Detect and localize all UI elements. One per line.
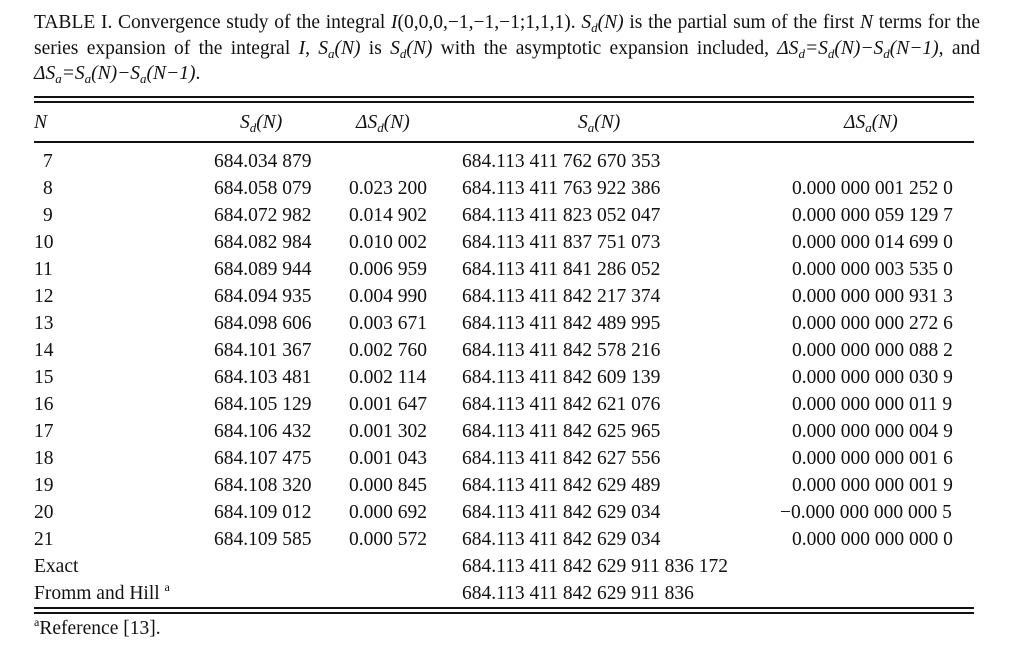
caption-integral-symbol: I: [298, 37, 306, 59]
cell-delta-sa: −0.000 000 000 000 5: [780, 502, 952, 523]
cell-n: 20: [34, 502, 54, 523]
cell-delta-sd: 0.014 902: [349, 205, 427, 226]
cell-sa: 684.113 411 842 625 965: [462, 421, 661, 442]
header-n: N: [34, 112, 48, 133]
table-caption: TABLE I. Convergence study of the integral I(0,0,0,−1,−1,−1;1,1,1). $S_d(N)$ is the partial sum of the first N terms for the series expansion of the integral I, $S_a(N)$ is $S_d(N)$ with the asymptotic expansion included, $\Delta S_d=S_d(N)-S_d(N-1)$, and $\Delta S_a=S_a(N)-S_a(N-1)$.: [34, 12, 981, 86]
caption-n-symbol: N: [859, 12, 873, 33]
cell-delta-sa: 0.000 000 014 699 0: [792, 232, 953, 253]
cell-delta-sa: 0.000 000 000 088 2: [792, 340, 953, 361]
cell-sd: 684.089 944: [214, 259, 312, 280]
row-label: Fromm and Hill $^a$: [34, 580, 170, 604]
table-row: [34, 284, 974, 310]
caption-sd-symbol: $S_d(N)$: [581, 12, 624, 35]
caption-integral-symbol: I: [391, 12, 398, 33]
table-row: [34, 419, 974, 445]
cell-delta-sa: 0.000 000 000 001 6: [792, 448, 953, 469]
cell-delta-sa: 0.000 000 000 272 6: [792, 313, 953, 334]
cell-n: 21: [34, 529, 54, 550]
table-row: [34, 149, 974, 175]
cell-n: 18: [34, 448, 54, 469]
table-row: [34, 311, 974, 337]
cell-delta-sa: 0.000 000 000 000 0: [792, 529, 953, 550]
header-delta-sd: $\Delta S_d(N)$: [356, 112, 410, 135]
caption-delta-sa-def: $\Delta S_a=S_a(N)-S_a(N-1)$: [34, 63, 196, 86]
cell-sa: 684.113 411 842 578 216: [462, 340, 661, 361]
header-sa: $S_a(N)$: [578, 112, 621, 135]
caption-sa-symbol: $S_a(N)$: [318, 37, 361, 61]
cell-delta-sa: 0.000 000 003 535 0: [792, 259, 953, 280]
cell-n: 10: [34, 232, 54, 253]
cell-n: 9: [43, 205, 53, 226]
cell-sa: 684.113 411 842 629 034: [462, 502, 661, 523]
cell-n: 15: [34, 367, 54, 388]
cell-delta-sd: 0.006 959: [349, 259, 427, 280]
caption-text: is the partial sum of the first: [623, 12, 860, 33]
bottom-rule: [34, 607, 974, 609]
cell-sd: 684.072 982: [214, 205, 312, 226]
cell-sd: 684.109 012: [214, 502, 312, 523]
cell-delta-sd: 0.004 990: [349, 286, 427, 307]
cell-delta-sa: 0.000 000 000 931 3: [792, 286, 953, 307]
caption-integral-args: (0,0,0,−1,−1,−1;1,1,1).: [397, 12, 576, 33]
cell-delta-sd: 0.023 200: [349, 178, 427, 199]
cell-sd: 684.058 079: [214, 178, 312, 199]
cell-delta-sd: 0.003 671: [349, 313, 427, 334]
row-label: Exact: [34, 556, 79, 577]
cell-n: 12: [34, 286, 54, 307]
cell-n: 11: [34, 259, 53, 280]
cell-sa: 684.113 411 842 489 995: [462, 313, 661, 334]
cell-sa: 684.113 411 823 052 047: [462, 205, 661, 226]
cell-n: 7: [43, 151, 53, 172]
cell-delta-sa: 0.000 000 001 252 0: [792, 178, 953, 199]
cell-sd: 684.103 481: [214, 367, 312, 388]
bottom-rule-double: [34, 612, 974, 614]
header-rule: [34, 141, 974, 143]
header-sd: $S_d(N)$: [240, 112, 283, 135]
table-row: [34, 392, 974, 418]
cell-n: 8: [43, 178, 53, 199]
cell-delta-sa: 0.000 000 000 011 9: [792, 394, 953, 415]
cell-sa: 684.113 411 763 922 386: [462, 178, 661, 199]
cell-sa: 684.113 411 842 609 139: [462, 367, 661, 388]
table-row: [34, 473, 974, 499]
top-rule-double: [34, 101, 974, 103]
cell-delta-sd: 0.000 692: [349, 502, 427, 523]
table-row: [34, 230, 974, 256]
cell-sd: 684.109 585: [214, 529, 312, 550]
cell-n: 13: [34, 313, 54, 334]
top-rule: [34, 96, 974, 98]
table-row: [34, 500, 974, 526]
cell-delta-sa: 0.000 000 059 129 7: [792, 205, 953, 226]
cell-delta-sd: 0.002 760: [349, 340, 427, 361]
cell-delta-sd: 0.002 114: [349, 367, 427, 388]
cell-sa: 684.113 411 762 670 353: [462, 151, 661, 172]
table-footnote: $^a$Reference [13].: [34, 615, 161, 639]
table-row: [34, 203, 974, 229]
cell-sd: 684.107 475: [214, 448, 312, 469]
cell-delta-sa: 0.000 000 000 030 9: [792, 367, 953, 388]
cell-sd: 684.108 320: [214, 475, 312, 496]
table-header: [34, 110, 974, 136]
caption-sd-symbol: $S_d(N)$: [390, 37, 433, 61]
cell-sd: 684.101 367: [214, 340, 312, 361]
caption-text: is: [360, 37, 391, 59]
cell-sa: 684.113 411 837 751 073: [462, 232, 661, 253]
cell-sd: 684.106 432: [214, 421, 312, 442]
cell-n: 17: [34, 421, 54, 442]
table-row-exact: [34, 554, 974, 580]
cell-sa: 684.113 411 842 627 556: [462, 448, 661, 469]
cell-sd: 684.034 879: [214, 151, 312, 172]
cell-sa: 684.113 411 842 621 076: [462, 394, 661, 415]
cell-sa: 684.113 411 842 629 034: [462, 529, 661, 550]
cell-n: 19: [34, 475, 54, 496]
cell-n: 16: [34, 394, 54, 415]
cell-sa: 684.113 411 842 217 374: [462, 286, 661, 307]
cell-sa: 684.113 411 842 629 911 836 172: [462, 556, 728, 577]
cell-delta-sd: 0.000 845: [349, 475, 427, 496]
cell-sd: 684.105 129: [214, 394, 312, 415]
cell-sa: 684.113 411 842 629 489: [462, 475, 661, 496]
cell-n: 14: [34, 340, 54, 361]
cell-sd: 684.082 984: [214, 232, 312, 253]
caption-text: TABLE I. Convergence study of the integral: [34, 12, 392, 33]
caption-text: , and: [938, 37, 980, 59]
cell-sd: 684.094 935: [214, 286, 312, 307]
cell-delta-sd: 0.001 302: [349, 421, 427, 442]
table-row: [34, 338, 974, 364]
caption-text: terms for the series expansion of the integral: [34, 12, 981, 59]
header-delta-sa: $\Delta S_a(N)$: [844, 112, 898, 135]
table-row: [34, 176, 974, 202]
cell-delta-sa: 0.000 000 000 001 9: [792, 475, 953, 496]
table-row: [34, 365, 974, 391]
cell-delta-sd: 0.000 572: [349, 529, 427, 550]
table-row: [34, 257, 974, 283]
table-row: [34, 446, 974, 472]
cell-delta-sd: 0.001 647: [349, 394, 427, 415]
table-row: [34, 527, 974, 553]
cell-delta-sd: 0.010 002: [349, 232, 427, 253]
cell-delta-sd: 0.001 043: [349, 448, 427, 469]
cell-sd: 684.098 606: [214, 313, 312, 334]
cell-sa: 684.113 411 841 286 052: [462, 259, 661, 280]
caption-delta-sd-def: $\Delta S_d=S_d(N)-S_d(N-1)$: [777, 37, 939, 61]
table-row-fromm-hill: [34, 581, 974, 607]
cell-delta-sa: 0.000 000 000 004 9: [792, 421, 953, 442]
caption-text: with the asymptotic expansion included,: [432, 37, 778, 59]
cell-sa: 684.113 411 842 629 911 836: [462, 583, 694, 604]
